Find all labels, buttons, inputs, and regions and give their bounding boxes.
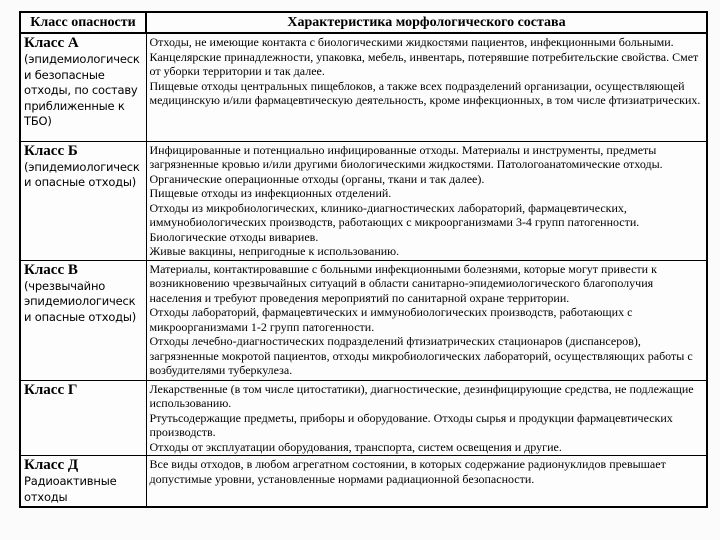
description-cell	[146, 456, 707, 508]
class-note: Радиоактивные отходы	[24, 474, 117, 504]
description-cell	[146, 380, 707, 456]
class-note: (чрезвычайно эпидемиологически опасные отходы)	[24, 278, 137, 324]
class-name: Класс В	[24, 261, 78, 278]
description-paragraph: Биологические отходы вивариев.	[149, 229, 319, 244]
description-cell	[146, 141, 707, 260]
description-paragraph: Отходы лабораторий, фармацевтических и иммунобиологических производств, работающих с микроорганизмами 1-2 групп патогенности.	[149, 305, 633, 334]
class-cell	[20, 33, 146, 141]
table-row-class-a	[20, 33, 707, 141]
description-cell	[146, 33, 707, 141]
description-paragraph: Канцелярские принадлежности, упаковка, мебель, инвентарь, потерявшие потребительские свойства. Смет от уборки территории и так далее.	[149, 49, 699, 78]
description-paragraph: Пищевые отходы из инфекционных отделений.	[149, 186, 392, 200]
hazard-class-table	[19, 11, 708, 508]
class-name: Класс Б	[24, 142, 78, 159]
class-cell	[20, 141, 146, 260]
class-name: Класс Г	[24, 381, 78, 398]
description-paragraph: Отходы, не имеющие контакта с биологическими жидкостями пациентов, инфекционными больными.	[149, 35, 674, 49]
description-paragraph: Ртутьсодержащие предметы, приборы и оборудование. Отходы сырья и продукции фармацевтических производств.	[149, 410, 673, 439]
class-note: (эпидемиологически опасные отходы)	[24, 159, 140, 189]
description-paragraph: Материалы, контактировавшие с больными инфекционными болезнями, которые могут привести к возникновению чрезвычайных ситуаций в области санитарно-эпидемиологического благополучия населения и требуют проведения мероприятий по санитарной охране территории.	[149, 261, 657, 305]
description-paragraph: Инфицированные и потенциально инфицированные отходы. Материалы и инструменты, предметы загрязненные кровью и/или другими биологическими жидкостями. Патологоанатомические отходы.	[149, 142, 663, 171]
class-name: Класс А	[24, 35, 79, 51]
table-row-class-d	[20, 456, 707, 508]
class-cell	[20, 456, 146, 508]
description-paragraph: Отходы лечебно-диагностических подразделений фтизиатрических стационаров (диспансеров), загрязненные мокротой пациентов, отходы микробиологических лабораторий, осуществляющих работы с возбудителями туберкулеза.	[149, 334, 693, 377]
class-cell	[20, 380, 146, 456]
description-paragraph: Органические операционные отходы (органы, ткани и так далее).	[149, 171, 485, 186]
column-header-class: Класс опасности	[20, 12, 146, 33]
header-row	[20, 12, 707, 33]
table-row-class-b	[20, 141, 707, 260]
table-row-class-g	[20, 380, 707, 456]
class-note: (эпидемиологически безопасные отходы, по составу приближенные к ТБО)	[24, 52, 140, 128]
column-header-characteristics: Характеристика морфологического состава	[146, 12, 707, 33]
description-paragraph: Отходы от эксплуатации оборудования, транспорта, систем освещения и другие.	[149, 439, 562, 454]
class-name: Класс Д	[24, 457, 79, 473]
description-paragraph: Пищевые отходы центральных пищеблоков, а также всех подразделений организации, осуществляющей медицинскую и/или фармацевтическую деятельность, кроме инфекционных, в том числе фтизиатрических.	[149, 78, 701, 107]
description-cell	[146, 260, 707, 380]
description-paragraph: Все виды отходов, в любом агрегатном состоянии, в которых содержание радионуклидов превышает допустимые уровни, установленные нормами радиационной безопасности.	[149, 457, 666, 486]
table-row-class-v	[20, 260, 707, 380]
class-cell	[20, 260, 146, 380]
description-paragraph: Живые вакцины, непригодные к использованию.	[149, 244, 400, 258]
description-paragraph: Отходы из микробиологических, клинико-диагностических лабораторий, фармацевтических, иммунобиологических производств, работающих с микроорганизмами 3-4 групп патогенности.	[149, 200, 640, 229]
description-paragraph: Лекарственные (в том числе цитостатики), диагностические, дезинфицирующие средства, не подлежащие использованию.	[149, 381, 694, 410]
